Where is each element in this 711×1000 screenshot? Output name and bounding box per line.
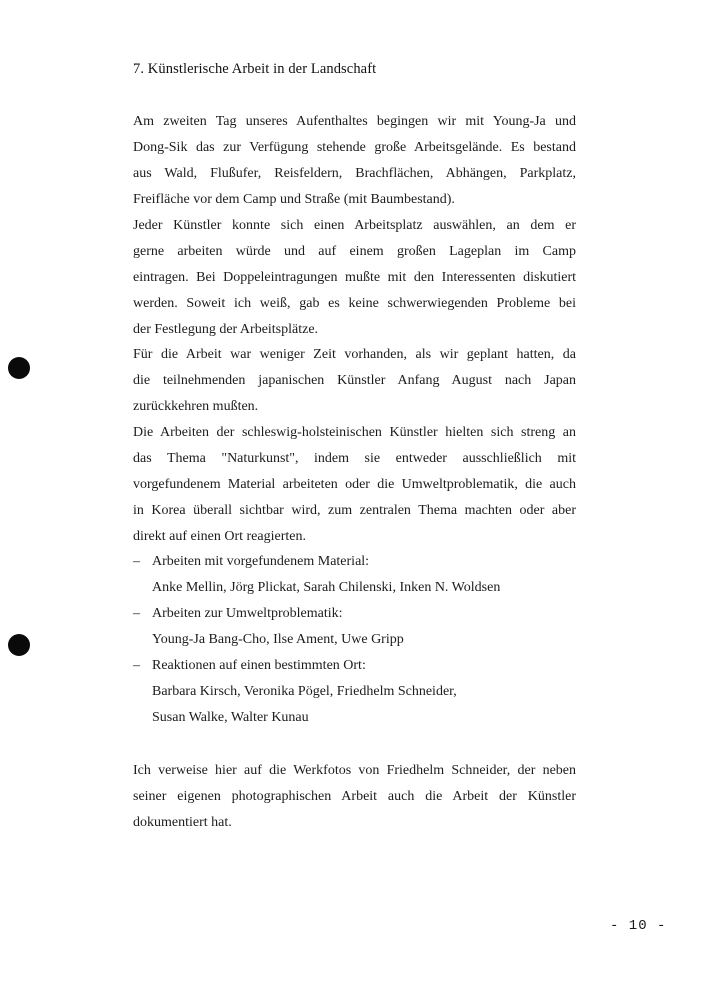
- list-item-label: Arbeiten mit vorgefundenem Material:: [152, 554, 370, 569]
- list-dash: –: [133, 606, 140, 621]
- list-item-label: Arbeiten zur Umweltproblematik:: [152, 606, 343, 621]
- list-dash: –: [133, 554, 140, 569]
- paragraph-line: Dong-Sik das zur Verfügung stehende große Arbeitsgelände. Es bestand: [133, 140, 576, 155]
- list-item-names: Susan Walke, Walter Kunau: [152, 710, 309, 725]
- paragraph-line: Ich verweise hier auf die Werkfotos von Friedhelm Schneider, der neben: [133, 763, 576, 778]
- paragraph-line: das Thema "Naturkunst", indem sie entweder ausschließlich mit: [133, 451, 576, 466]
- paragraph-line: Die Arbeiten der schleswig-holsteinischen Künstler hielten sich streng an: [133, 425, 576, 440]
- list-item-names: Barbara Kirsch, Veronika Pögel, Friedhelm Schneider,: [152, 684, 457, 699]
- page-number: - 10 -: [610, 918, 667, 934]
- punch-hole: [8, 634, 30, 656]
- paragraph-line: dokumentiert hat.: [133, 815, 232, 830]
- paragraph-line: Am zweiten Tag unseres Aufenthaltes begingen wir mit Young-Ja und: [133, 114, 576, 129]
- paragraph-line: die teilnehmenden japanischen Künstler Anfang August nach Japan: [133, 373, 576, 388]
- paragraph-line: werden. Soweit ich weiß, gab es keine schwerwiegenden Probleme bei: [133, 296, 576, 311]
- punch-hole: [8, 357, 30, 379]
- list-item-names: Young-Ja Bang-Cho, Ilse Ament, Uwe Gripp: [152, 632, 404, 647]
- paragraph-line: eintragen. Bei Doppeleintragungen mußte mit den Interessenten diskutiert: [133, 270, 576, 285]
- paragraph-line: zurückkehren mußten.: [133, 399, 259, 414]
- paragraph-line: gerne arbeiten würde und auf einem großen Lageplan im Camp: [133, 244, 576, 259]
- list-item-names: Anke Mellin, Jörg Plickat, Sarah Chilenski, Inken N. Woldsen: [152, 580, 501, 595]
- section-heading: 7. Künstlerische Arbeit in der Landschaft: [133, 61, 377, 77]
- paragraph-line: Für die Arbeit war weniger Zeit vorhanden, als wir geplant hatten, da: [133, 347, 576, 362]
- paragraph-line: der Festlegung der Arbeitsplätze.: [133, 322, 319, 337]
- list-item-label: Reaktionen auf einen bestimmten Ort:: [152, 658, 366, 673]
- paragraph-line: aus Wald, Flußufer, Reisfeldern, Brachflächen, Abhängen, Parkplatz,: [133, 166, 576, 181]
- paragraph-line: in Korea überall sichtbar wird, zum zentralen Thema machten oder aber: [133, 503, 576, 518]
- paragraph-line: direkt auf einen Ort reagierten.: [133, 529, 306, 544]
- paragraph-line: seiner eigenen photographischen Arbeit auch die Arbeit der Künstler: [133, 789, 576, 804]
- list-dash: –: [133, 658, 140, 673]
- paragraph-line: Jeder Künstler konnte sich einen Arbeitsplatz auswählen, an dem er: [133, 218, 576, 233]
- paragraph-line: vorgefundenem Material arbeiteten oder die Umweltproblematik, die auch: [133, 477, 576, 492]
- paragraph-line: Freifläche vor dem Camp und Straße (mit Baumbestand).: [133, 192, 455, 207]
